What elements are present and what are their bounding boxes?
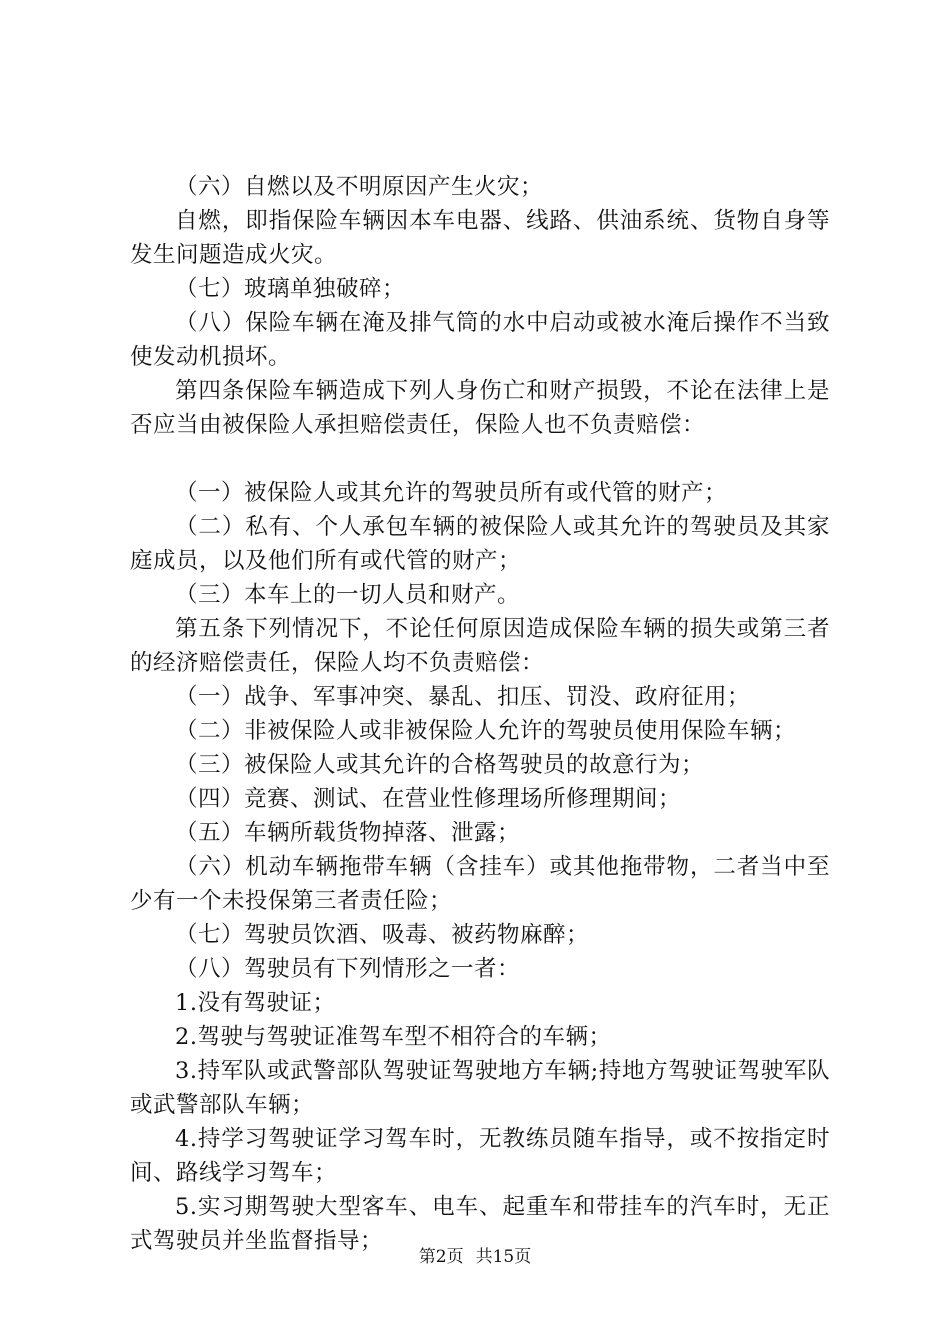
paragraph: 第四条保险车辆造成下列人身伤亡和财产损毁，不论在法律上是否应当由被保险人承担赔偿责任，保险人也不负责赔偿： — [130, 378, 830, 438]
paragraph: 5.实习期驾驶大型客车、电车、起重车和带挂车的汽车时，无正式驾驶员并坐监督指导； — [130, 1194, 830, 1254]
paragraph: （七）玻璃单独破碎； — [175, 276, 406, 302]
document-body — [130, 170, 830, 1258]
paragraph: （七）驾驶员饮酒、吸毒、被药物麻醉； — [175, 922, 590, 948]
paragraph: （三）被保险人或其允许的合格驾驶员的故意行为； — [175, 752, 705, 778]
page-number: 第2页 — [418, 1247, 464, 1267]
paragraph: （八）驾驶员有下列情形之一者： — [175, 956, 521, 982]
paragraph: （四）竞赛、测试、在营业性修理场所修理期间； — [175, 786, 682, 812]
paragraph: 3.持军队或武警部队驾驶证驾驶地方车辆;持地方驾驶证驾驶军队或武警部队车辆； — [130, 1058, 830, 1118]
paragraph: （五）车辆所载货物掉落、泄露； — [175, 820, 521, 846]
paragraph: 4.持学习驾驶证学习驾车时，无教练员随车指导，或不按指定时间、路线学习驾车； — [130, 1126, 830, 1186]
paragraph: （二）私有、个人承包车辆的被保险人或其允许的驾驶员及其家庭成员，以及他们所有或代管的财产； — [130, 514, 830, 574]
paragraph: （一）战争、军事冲突、暴乱、扣压、罚没、政府征用； — [175, 684, 751, 710]
paragraph: 第五条下列情况下，不论任何原因造成保险车辆的损失或第三者的经济赔偿责任，保险人均不负责赔偿： — [130, 616, 830, 676]
paragraph: （八）保险车辆在淹及排气筒的水中启动或被水淹后操作不当致使发动机损坏。 — [130, 310, 830, 370]
paragraph: （一）被保险人或其允许的驾驶员所有或代管的财产； — [175, 480, 728, 506]
page-footer — [0, 1242, 950, 1267]
paragraph: （六）自燃以及不明原因产生火灾； — [175, 174, 544, 200]
paragraph: 1.没有驾驶证； — [175, 990, 336, 1016]
paragraph: （二）非被保险人或非被保险人允许的驾驶员使用保险车辆； — [175, 718, 797, 744]
page-total: 共15页 — [475, 1247, 532, 1267]
paragraph: 2.驾驶与驾驶证准驾车型不相符合的车辆； — [175, 1024, 612, 1050]
paragraph: 自燃，即指保险车辆因本车电器、线路、供油系统、货物自身等发生问题造成火灾。 — [130, 208, 830, 268]
paragraph: （三）本车上的一切人员和财产。 — [175, 582, 521, 608]
paragraph: （六）机动车辆拖带车辆（含挂车）或其他拖带物，二者当中至少有一个未投保第三者责任险； — [130, 854, 830, 914]
